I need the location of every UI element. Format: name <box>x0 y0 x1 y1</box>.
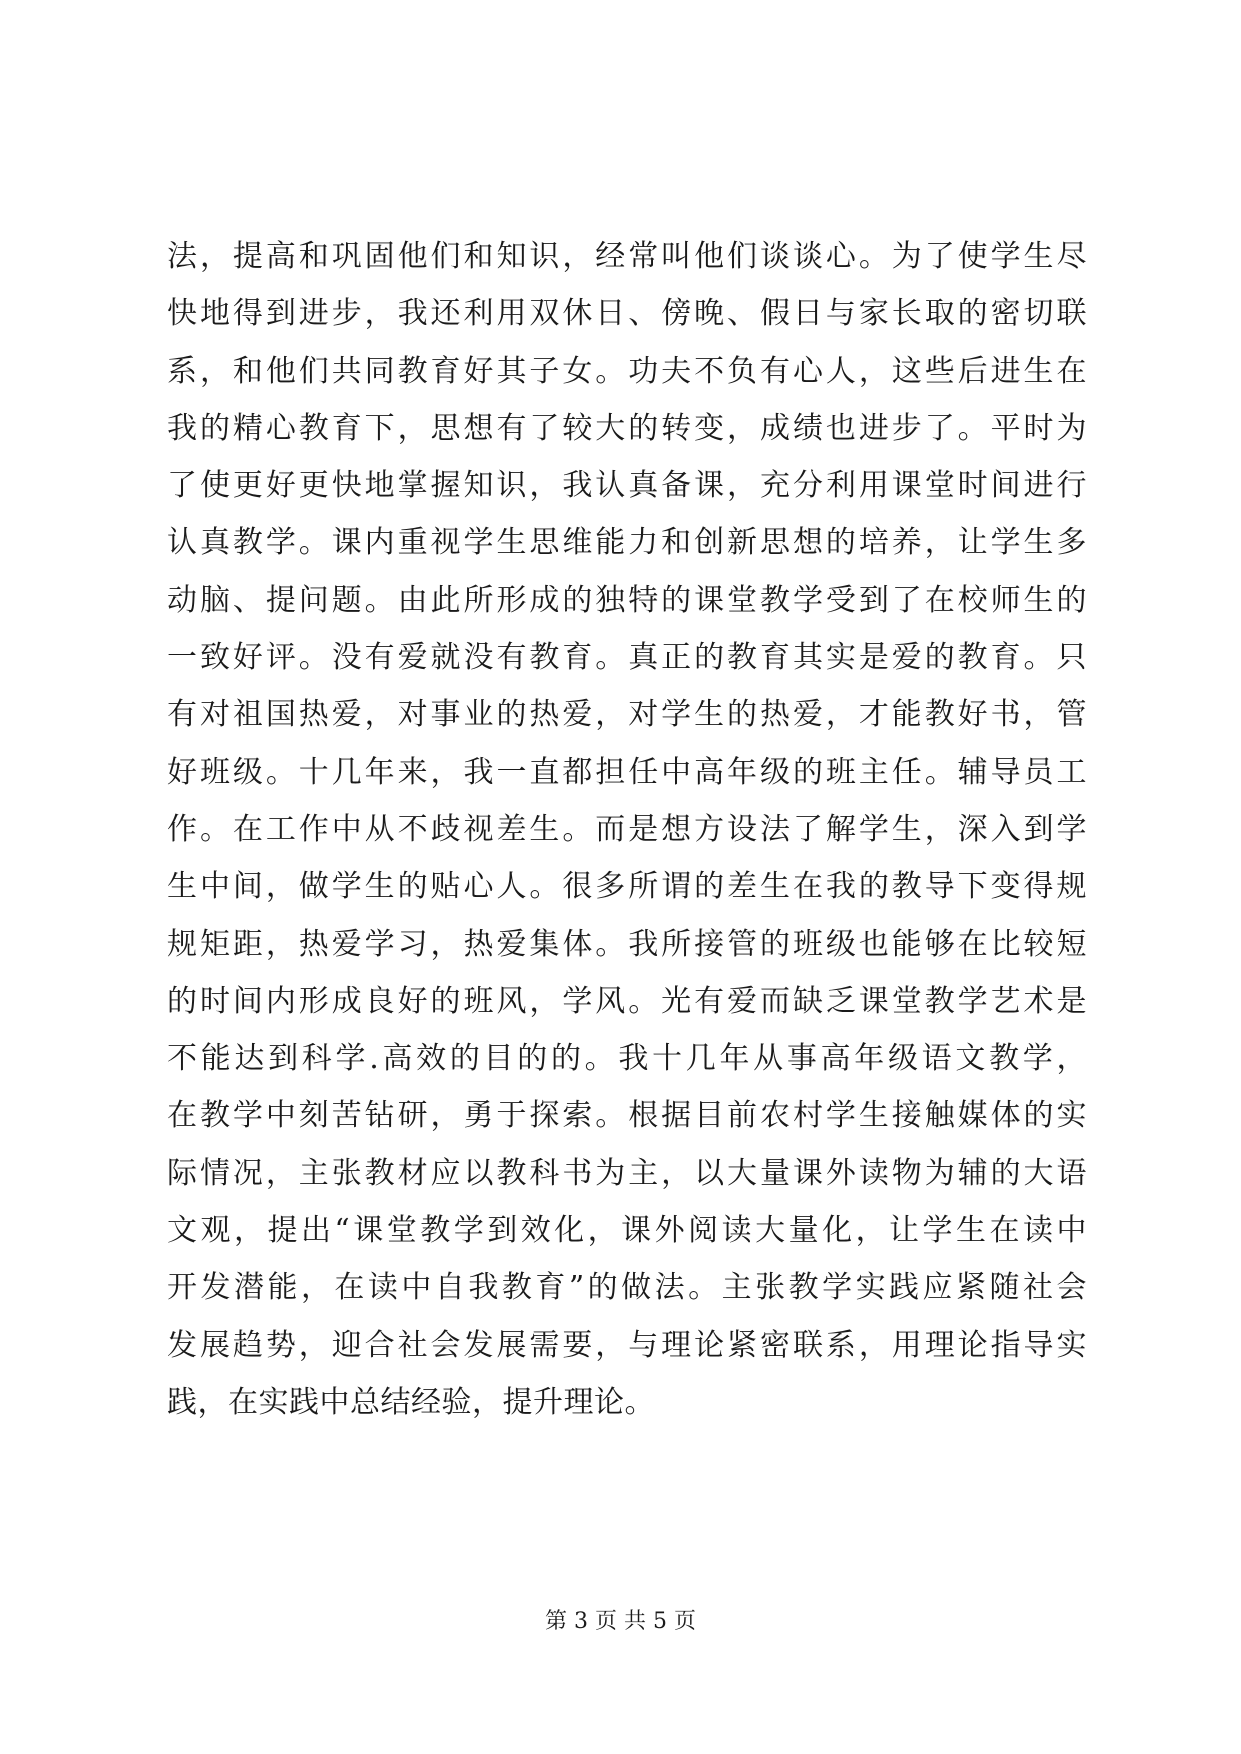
text-line: 的时间内形成良好的班风，学风。光有爱而缺乏课堂教学艺术是 <box>167 983 1087 1019</box>
text-line: 际情况，主张教材应以教科书为主，以大量课外读物为辅的大语 <box>167 1155 1087 1191</box>
text-line: 认真教学。课内重视学生思维能力和创新思想的培养，让学生多 <box>167 525 1087 561</box>
text-line: 法，提高和巩固他们和知识，经常叫他们谈谈心。为了使学生尽 <box>167 239 1087 274</box>
text-line: 了使更好更快地掌握知识，我认真备课，充分利用课堂时间进行 <box>167 468 1087 504</box>
text-line: 不能达到科学.高效的目的的。我十几年从事高年级语文教学， <box>167 1041 1087 1077</box>
text-line: 开发潜能，在读中自我教育”的做法。主张教学实践应紧随社会 <box>167 1270 1087 1306</box>
text-line: 一致好评。没有爱就没有教育。真正的教育其实是爱的教育。只 <box>167 640 1087 676</box>
text-line: 践，在实践中总结经验，提升理论。 <box>167 1384 655 1420</box>
text-line: 好班级。十几年来，我一直都担任中高年级的班主任。辅导员工 <box>167 754 1087 790</box>
text-line: 作。在工作中从不歧视差生。而是想方设法了解学生，深入到学 <box>167 811 1087 847</box>
text-line: 系，和他们共同教育好其子女。功夫不负有心人，这些后进生在 <box>167 353 1087 389</box>
text-line: 我的精心教育下，思想有了较大的转变，成绩也进步了。平时为 <box>167 410 1087 446</box>
text-line: 文观，提出“课堂教学到效化，课外阅读大量化，让学生在读中 <box>167 1213 1087 1249</box>
body-text <box>167 228 1087 1431</box>
text-line: 在教学中刻苦钻研，勇于探索。根据目前农村学生接触媒体的实 <box>167 1098 1087 1134</box>
text-line: 有对祖国热爱，对事业的热爱，对学生的热爱，才能教好书，管 <box>167 697 1087 733</box>
text-line: 发展趋势，迎合社会发展需要，与理论紧密联系，用理论指导实 <box>167 1327 1087 1363</box>
text-line: 动脑、提问题。由此所形成的独特的课堂教学受到了在校师生的 <box>167 582 1087 618</box>
text-line: 生中间，做学生的贴心人。很多所谓的差生在我的教导下变得规 <box>167 869 1087 905</box>
text-line: 规矩距，热爱学习，热爱集体。我所接管的班级也能够在比较短 <box>167 926 1087 962</box>
text-line: 快地得到进步，我还利用双休日、傍晚、假日与家长取的密切联 <box>167 296 1087 332</box>
page-number-footer: 第 3 页 共 5 页 <box>545 1609 696 1634</box>
